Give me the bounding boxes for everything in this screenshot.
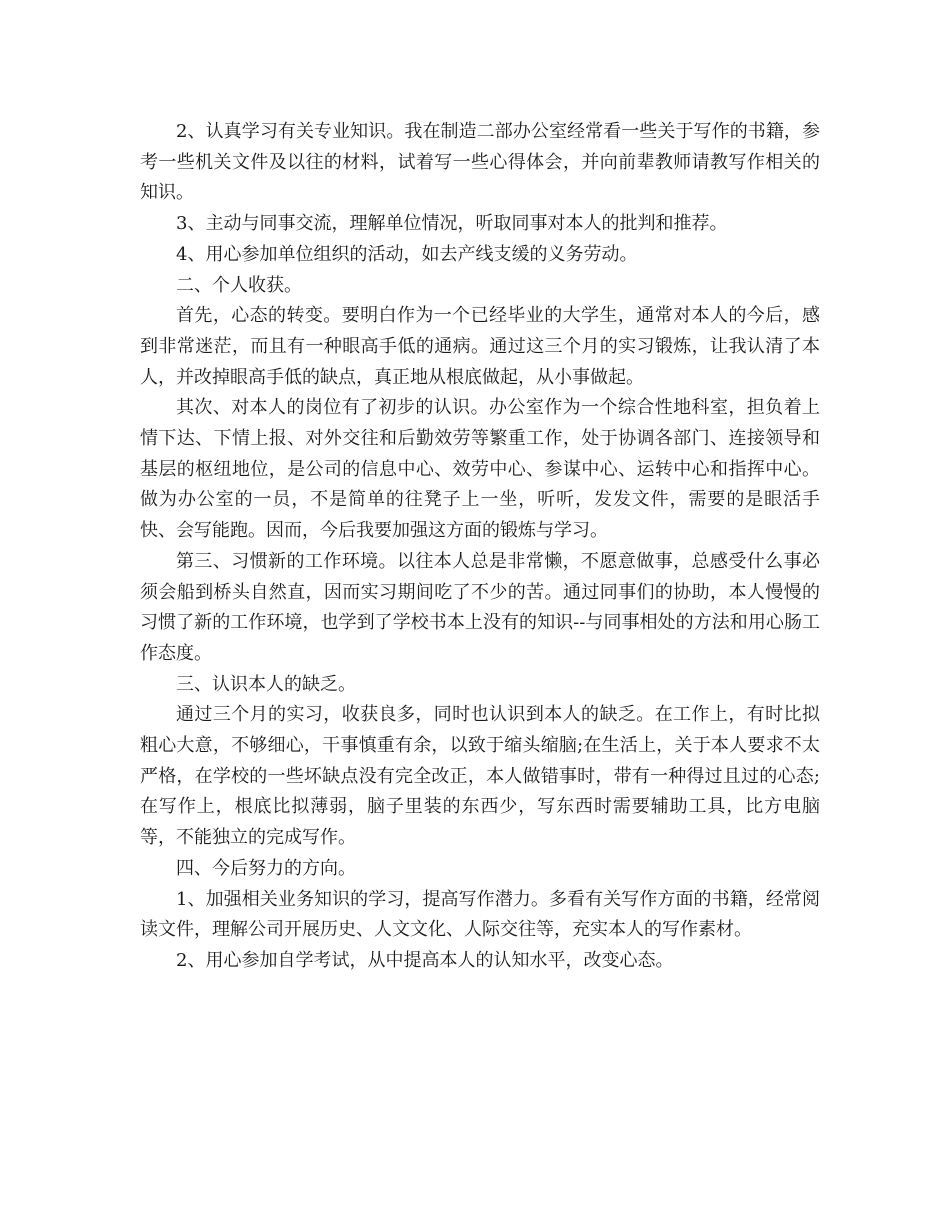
paragraph-mindset: 首先，心态的转变。要明白作为一个已经毕业的大学生，通常对本人的今后，感到非常迷茫，而且有一种眼高手低的通病。通过这三个月的实习锻炼，让我认清了本人，并改掉眼高手低的缺点，真正地从根底做起，从小事做起。 [140, 305, 820, 388]
section-heading-direction: 四、今后努力的方向。 [176, 857, 356, 879]
paragraph-environment: 第三、习惯新的工作环境。以往本人总是非常懒，不愿意做事，总感受什么事必须会船到桥头自然直，因而实习期间吃了不少的苦。通过同事们的协助，本人慢慢的习惯了新的工作环境，也学到了学校书本上没有的知识--与同事相处的方法和用心肠工作态度。 [140, 550, 820, 664]
section-heading-gains: 二、个人收获。 [176, 274, 302, 296]
paragraph-position: 其次、对本人的岗位有了初步的认识。办公室作为一个综合性地科室，担负着上情下达、下情上报、对外交往和后勤效劳等繁重工作，处于协调各部门、连接领导和基层的枢纽地位，是公司的信息中心、效劳中心、参谋中心、运转中心和指挥中心。做为办公室的一员，不是简单的往凳子上一坐，听听，发发文件，需要的是眼活手快、会写能跑。因而，今后我要加强这方面的锻炼与学习。 [140, 397, 820, 542]
paragraph-direction-2: 2、用心参加自学考试，从中提高本人的认知水平，改变心态。 [176, 949, 674, 971]
document-body [140, 117, 820, 977]
section-heading-shortcomings: 三、认识本人的缺乏。 [176, 673, 356, 695]
paragraph-direction-1: 1、加强相关业务知识的学习，提高写作潜力。多看有关写作方面的书籍，经常阅读文件，理解公司开展历史、人文文化、人际交往等，充实本人的写作素材。 [140, 888, 820, 941]
paragraph-shortcomings: 通过三个月的实习，收获良多，同时也认识到本人的缺乏。在工作上，有时比拟粗心大意，不够细心，干事慎重有余，以致于缩头缩脑;在生活上，关于本人要求不太严格，在学校的一些坏缺点没有完全改正，本人做错事时，带有一种得过且过的心态;在写作上，根底比拟薄弱，脑子里装的东西少，写东西时需要辅助工具，比方电脑等，不能独立的完成写作。 [140, 704, 820, 849]
paragraph-communicate: 3、主动与同事交流，理解单位情况，听取同事对本人的批判和推荐。 [176, 213, 728, 235]
paragraph-study-knowledge: 2、认真学习有关专业知识。我在制造二部办公室经常看一些关于写作的书籍，参考一些机关文件及以往的材料，试着写一些心得体会，并向前辈教师请教写作相关的知识。 [140, 121, 820, 204]
paragraph-activities: 4、用心参加单位组织的活动，如去产线支缓的义务劳动。 [176, 243, 638, 265]
